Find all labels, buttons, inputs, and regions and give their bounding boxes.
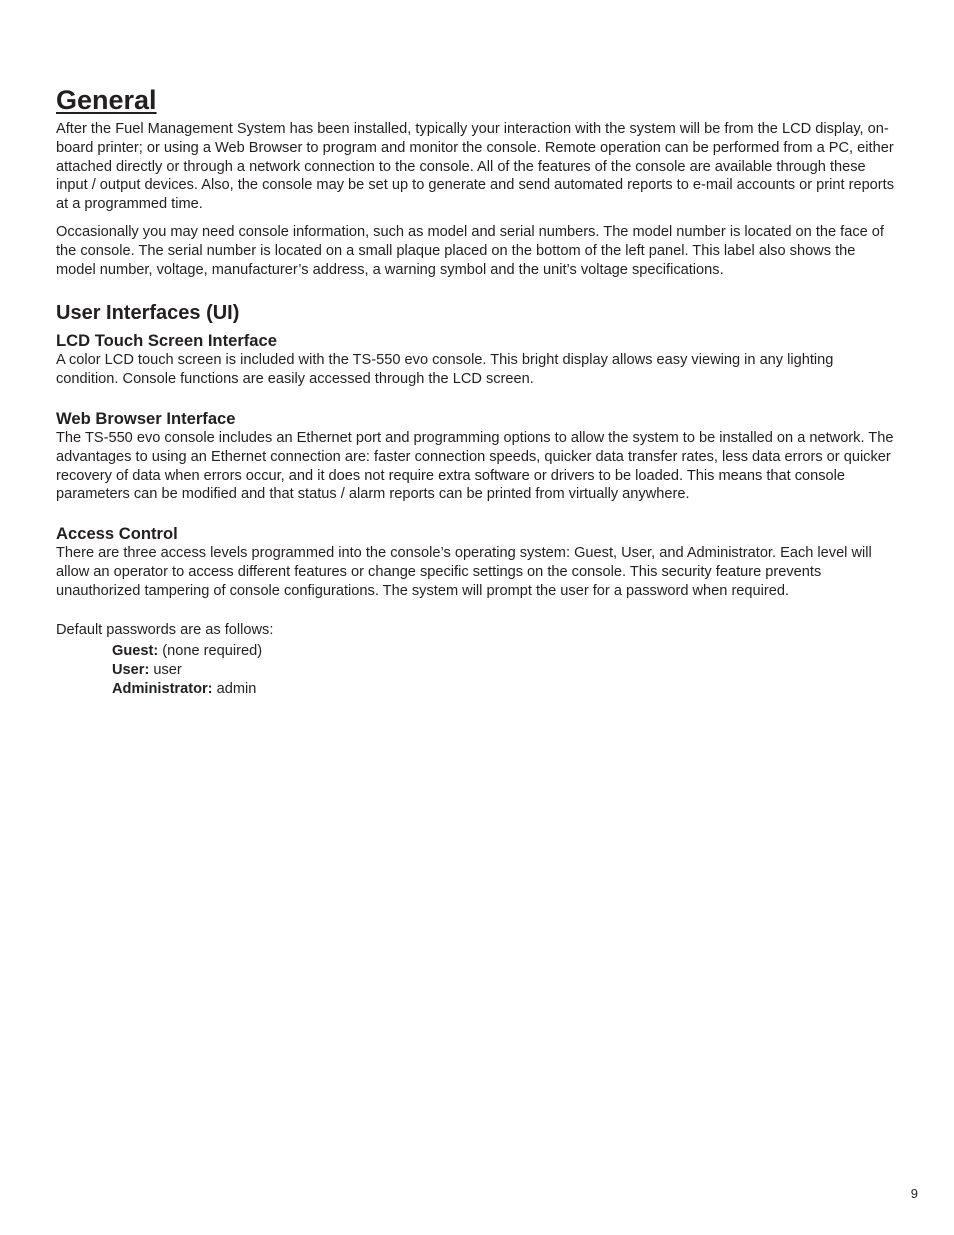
password-label: Guest:: [112, 643, 159, 660]
page-title: General: [56, 85, 157, 115]
subsection-access-control: [56, 524, 896, 600]
subsection-web-browser: [56, 409, 896, 504]
subsection-text-web-browser: The TS-550 evo console includes an Ethernet port and programming options to allow the system to be installed on a network. The advantages to using an Ethernet connection are: faster connection speeds, quicker data transfer rates, less data errors or quicker recovery of data when errors occur, and it does not require extra software or drivers to be loaded. This means that console parameters can be modified and that status / alarm reports can be printed from virtually anywhere.: [56, 429, 894, 503]
subsection-text-access-control: There are three access levels programmed into the console’s operating system: Guest, User, and Administrator. Each level will allow an operator to access different features or change specific settings on the console. This security feature prevents unauthorized tampering of console configurations. The system will prompt the user for a password when required.: [56, 545, 872, 599]
subsection-heading-lcd: LCD Touch Screen Interface: [56, 331, 277, 351]
password-item-guest: [112, 642, 896, 661]
intro-paragraph-2: Occasionally you may need console information, such as model and serial numbers. The model number is located on the face of the console. The serial number is located on a small plaque placed on the bottom of the left panel. This label also shows the model number, voltage, manufacturer’s address, a warning symbol and the unit’s voltage specifications.: [56, 223, 884, 278]
password-list: [112, 642, 896, 698]
intro-paragraph-1: After the Fuel Management System has been installed, typically your interaction with the system will be from the LCD display, on-board printer; or using a Web Browser to program and monitor the console. Remote operation can be performed from a PC, either attached directly or through a network connection to the console. All of the features of the console are available through these input / output devices. Also, the console may be set up to generate and send automated reports to e-mail accounts or print reports at a programmed time.: [56, 121, 895, 213]
passwords-intro: Default passwords are as follows:: [56, 621, 274, 638]
password-item-administrator: [112, 680, 896, 699]
section-title: User Interfaces (UI): [56, 302, 240, 325]
subsection-heading-web-browser: Web Browser Interface: [56, 408, 236, 428]
document-page: [56, 84, 896, 699]
subsection-text-lcd: A color LCD touch screen is included with the TS-550 evo console. This bright display allows easy viewing in any lighting condition. Console functions are easily accessed through the LCD screen.: [56, 352, 834, 388]
password-value: (none required): [162, 643, 263, 660]
password-value: admin: [216, 680, 257, 697]
password-item-user: [112, 661, 896, 680]
password-value: user: [153, 662, 182, 679]
subsection-lcd: [56, 331, 896, 389]
password-label: User:: [112, 662, 150, 679]
password-label: Administrator:: [112, 680, 213, 697]
page-number: 9: [910, 1186, 918, 1201]
subsection-heading-access-control: Access Control: [56, 524, 178, 544]
